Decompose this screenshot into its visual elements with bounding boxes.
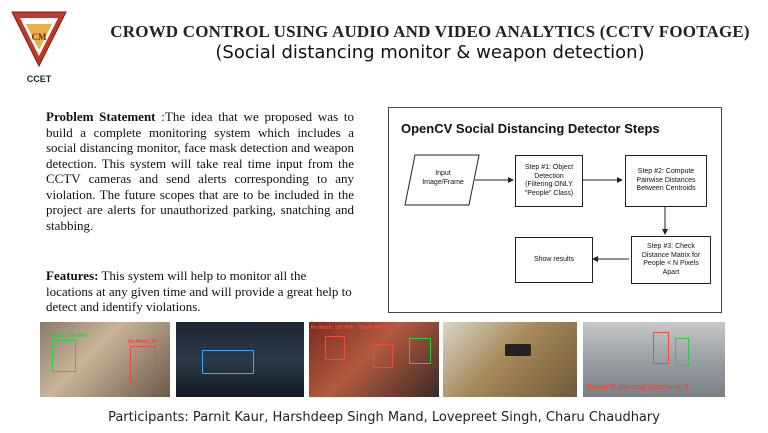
- results-box: Show results: [515, 237, 593, 283]
- diagram-title: OpenCV Social Distancing Detector Steps: [401, 121, 660, 136]
- problem-text: :The idea that we proposed was to build a complete monitoring system which includes a social distancing monitor, face mask detection and weapon detection. This system will take real time input from the CCTV cameras and send alerts corresponding to any violation. The future scopes that are to be included in the project are alerts for unauthorized parking, snatching and stabbing.: [46, 109, 355, 233]
- person-box-green: [675, 338, 689, 366]
- mask-label-2: Mask: 84.98%: [359, 325, 392, 331]
- thumbnail-weapon-dark: [176, 322, 304, 397]
- step3-box: Step #3: Check Distance Matrix for People < N Pixels Apart: [631, 236, 711, 284]
- features-text: This system will help to monitor all the locations at any given time and will provide a great help to detect and identify violations.: [46, 268, 352, 314]
- weapon-box: [202, 350, 254, 374]
- person-box-red: [653, 332, 669, 364]
- step1-box: Step #1: Object Detection (Filtering ONLY "People" Class): [515, 155, 583, 207]
- face-box-2: [373, 344, 393, 368]
- face-box-nomask: [130, 346, 156, 384]
- violations-label: Social Distancing Violations: 2: [587, 384, 689, 391]
- page-subtitle: (Social distancing monitor & weapon detection): [215, 42, 645, 63]
- face-box-mask: [52, 340, 76, 372]
- thumbnail-social-distancing: [583, 322, 725, 397]
- thumbnail-mask-detection-2: [309, 322, 439, 397]
- face-box-3: [409, 338, 431, 364]
- page-title: CROWD CONTROL USING AUDIO AND VIDEO ANALYTICS (CCTV FOOTAGE): [110, 22, 750, 41]
- college-logo: [8, 6, 70, 86]
- problem-label: Problem Statement: [46, 109, 156, 124]
- face-box-1: [325, 336, 345, 360]
- thumbnail-mask-detection-1: [40, 322, 170, 397]
- problem-statement: [46, 109, 354, 233]
- step2-box: Step #2: Compute Pairwise Distances Between Centroids: [625, 155, 707, 207]
- nomask-label: No Mask: 99: [128, 339, 158, 345]
- features-label: Features:: [46, 268, 99, 283]
- participants-footer: Participants: Parnit Kaur, Harshdeep Singh Mand, Lovepreet Singh, Charu Chaudhary: [108, 410, 660, 425]
- features-section: [46, 268, 354, 315]
- svg-text:CM: CM: [31, 32, 47, 42]
- thumbnail-weapon-police: [443, 322, 577, 397]
- input-step: Input Image/Frame: [422, 170, 464, 186]
- logo-label: CCET: [26, 74, 52, 84]
- mask-label: Mask: 100.00%: [52, 333, 88, 339]
- nomask-label-2: No Mask: 100.00%: [311, 325, 355, 331]
- gun-shape: [505, 344, 531, 356]
- flow-diagram: [388, 107, 722, 313]
